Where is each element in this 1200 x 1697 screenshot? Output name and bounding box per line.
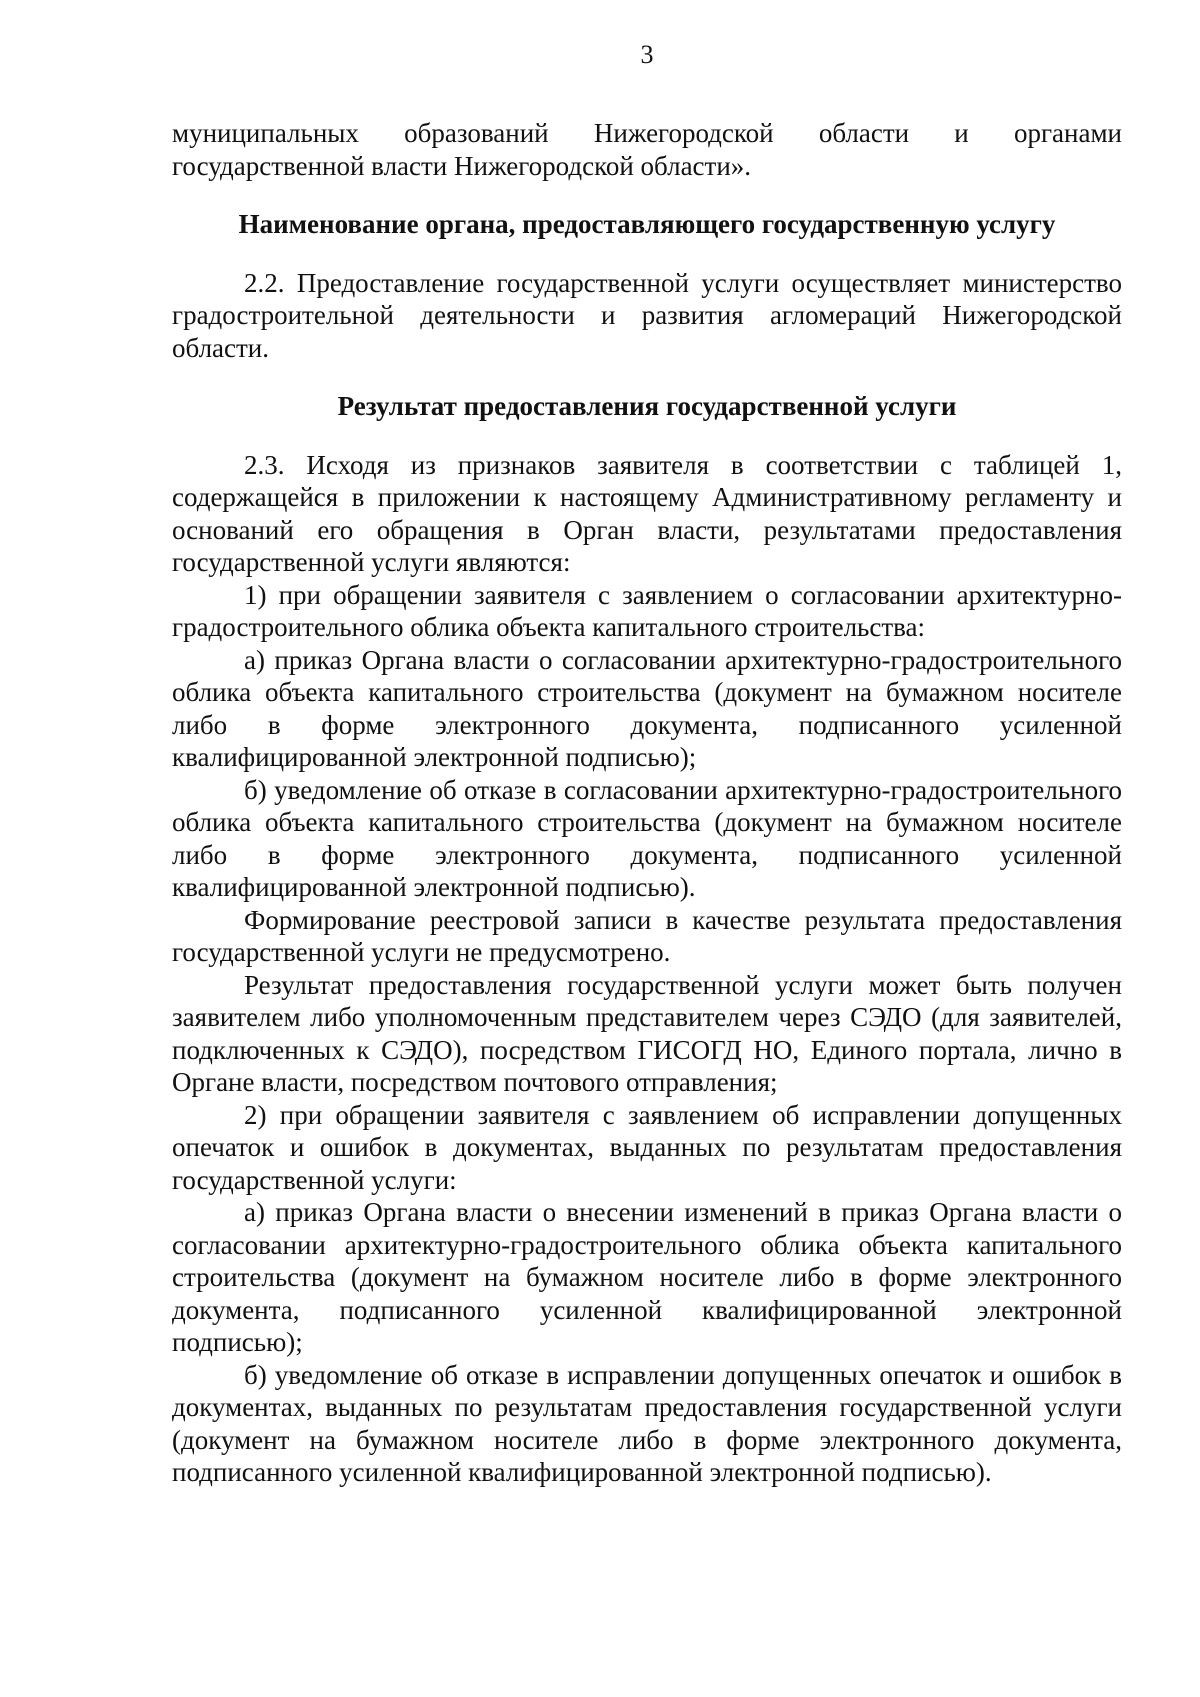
- list-item-1: 1) при обращении заявителя с заявлением о согласовании архитектурно-градостроительного облика объекта капитального строительства:: [172, 579, 1122, 642]
- document-body: [172, 117, 1122, 1489]
- list-item-2: 2) при обращении заявителя с заявлением об исправлении допущенных опечаток и ошибок в документах, выданных по результатам предоставления государственной услуги:: [172, 1099, 1122, 1195]
- list-item-1a: а) приказ Органа власти о согласовании архитектурно-градостроительного облика объекта капитального строительства (документ на бумажном носителе либо в форме электронного документа, подписанного усиленной квалифицированной электронной подписью);: [172, 644, 1122, 772]
- paragraph-2-2: 2.2. Предоставление государственной услуги осуществляет министерство градостроительной деятельности и развития агломераций Нижегородской области.: [172, 267, 1122, 363]
- paragraph-2-3: 2.3. Исходя из признаков заявителя в соответствии с таблицей 1, содержащейся в приложении к настоящему Административному регламенту и оснований его обращения в Орган власти, результатами предоставления государственной услуги являются:: [172, 449, 1122, 577]
- paragraph-continuation: муниципальных образований Нижегородской области и органами государственной власти Нижегородской области».: [172, 118, 1122, 181]
- list-item-1b: б) уведомление об отказе в согласовании архитектурно-градостроительного облика объекта капитального строительства (документ на бумажном носителе либо в форме электронного документа, подписанного усиленной квалифицированной электронной подписью).: [172, 774, 1122, 902]
- section-heading-result: Результат предоставления государственной услуги: [337, 391, 957, 421]
- section-heading-authority: Наименование органа, предоставляющего государственную услугу: [238, 209, 1056, 239]
- list-item-2b: б) уведомление об отказе в исправлении допущенных опечаток и ошибок в документах, выданных по результатам предоставления государственной услуги (документ на бумажном носителе либо в форме электронного документа, подписанного усиленной квалифицированной электронной подписью).: [172, 1359, 1122, 1487]
- paragraph-result-delivery: Результат предоставления государственной услуги может быть получен заявителем либо уполномоченным представителем через СЭДО (для заявителей, подключенных к СЭДО), посредством ГИСОГД НО, Единого портала, лично в Органе власти, посредством почтового отправления;: [172, 969, 1122, 1097]
- page-number: 3: [640, 40, 654, 69]
- paragraph-registry-record: Формирование реестровой записи в качестве результата предоставления государственной услуги не предусмотрено.: [172, 904, 1122, 967]
- list-item-2a: а) приказ Органа власти о внесении изменений в приказ Органа власти о согласовании архитектурно-градостроительного облика объекта капитального строительства (документ на бумажном носителе либо в форме электронного документа, подписанного усиленной квалифицированной электронной подписью);: [172, 1197, 1122, 1357]
